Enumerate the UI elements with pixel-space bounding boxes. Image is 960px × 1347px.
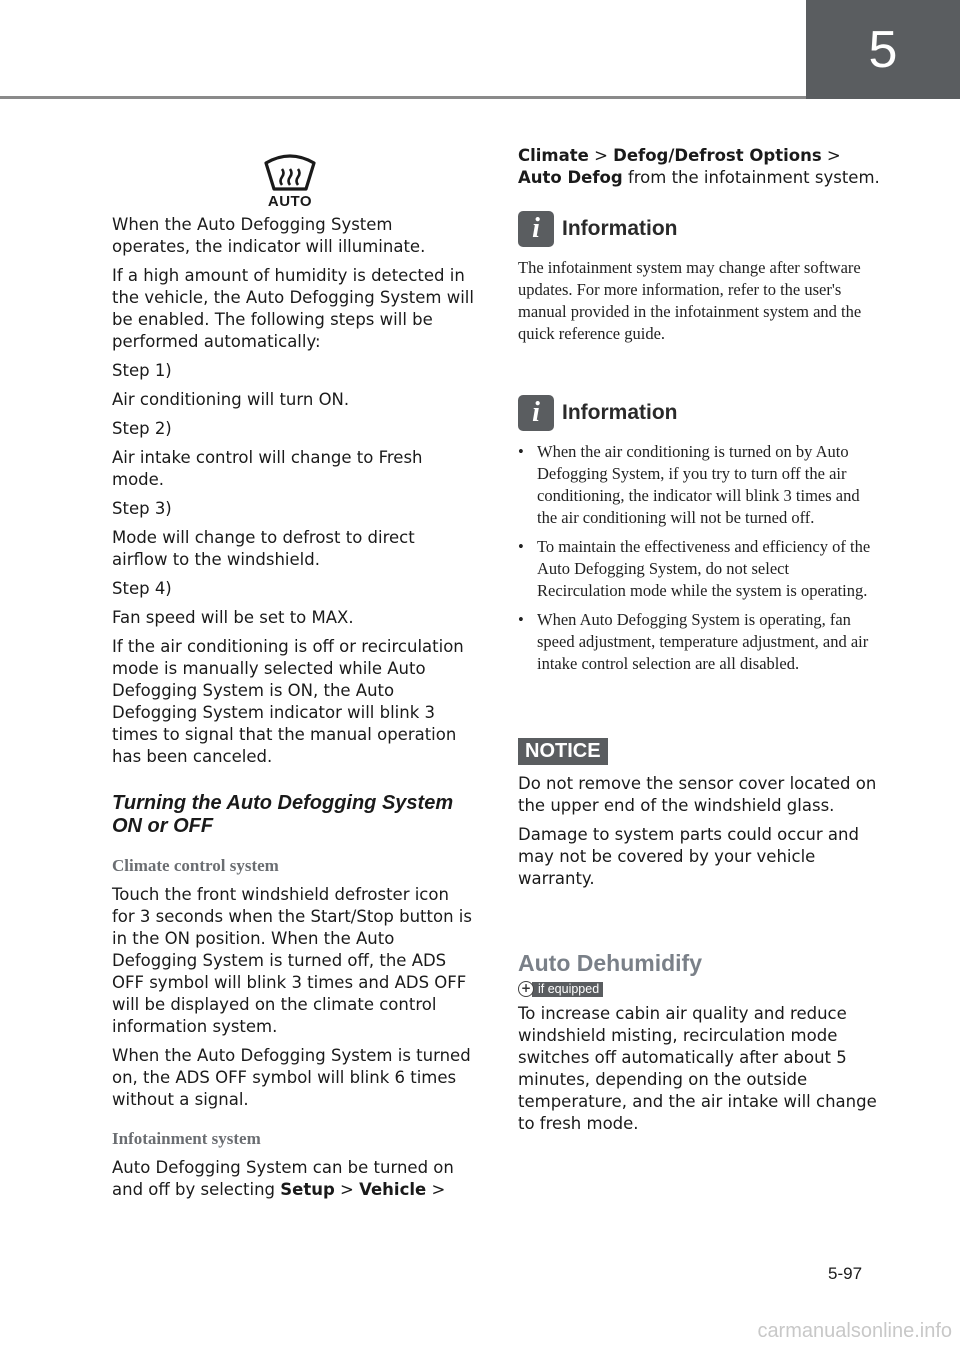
information-box [518, 211, 880, 345]
step-text: Fan speed will be set to MAX. [112, 608, 354, 627]
paragraph: When the Auto Defogging System operates, the indicator will illuminate. [112, 215, 426, 256]
watermark: carmanualsonline.info [757, 1320, 952, 1342]
if-equipped-label: if equipped [532, 982, 603, 997]
information-title: Information [562, 401, 678, 424]
paragraph: Touch the front windshield defroster icon for 3 seconds when the Start/Stop button is in the ON position. When the Auto Defogging System is turned off, the ADS OFF symbol will blink 3 times and ADS OFF will be displayed on the climate control information system. [112, 885, 472, 1036]
auto-dehumidify-heading: Auto Dehumidify [518, 950, 702, 976]
list-item: • When Auto Defogging System is operating, fan speed adjustment, temperature adjustment, and air intake control selection are all disabled. [518, 609, 880, 675]
notice-text: Do not remove the sensor cover located on the upper end of the windshield glass. [518, 774, 877, 815]
notice-text: Damage to system parts could occur and may not be covered by your vehicle warranty. [518, 825, 859, 888]
right-column [518, 145, 880, 1142]
information-header [518, 395, 880, 431]
paragraph: When the Auto Defogging System is turned on, the ADS OFF symbol will blink 6 times without a signal. [112, 1046, 471, 1109]
list-item: • When the air conditioning is turned on by Auto Defogging System, if you try to turn off the air conditioning, the indicator will blink 3 times and the air conditioning will not be turned off. [518, 441, 880, 529]
information-header [518, 211, 880, 247]
information-title: Information [562, 217, 678, 240]
subsection-title: Climate control system [112, 856, 279, 875]
step-label: Step 4) [112, 579, 172, 598]
auto-icon-label: AUTO [267, 193, 313, 210]
if-equipped-tag [518, 981, 880, 997]
page-number: 5-97 [828, 1264, 863, 1283]
step-label: Step 2) [112, 419, 172, 438]
information-text: The infotainment system may change after software updates. For more information, refer to the user's manual provided in the infotainment system and the quick reference guide. [518, 258, 862, 343]
step-label: Step 1) [112, 361, 172, 380]
information-box [518, 395, 880, 675]
subsection-title: Infotainment system [112, 1129, 261, 1148]
step-text: Air intake control will change to Fresh mode. [112, 448, 423, 489]
step-label: Step 3) [112, 499, 172, 518]
paragraph: If a high amount of humidity is detected in the vehicle, the Auto Defogging System will be enabled. The following steps will be performed automatically: [112, 266, 474, 351]
plus-icon: + [518, 981, 534, 997]
chapter-tab: 5 [806, 0, 960, 99]
header-rule [0, 96, 806, 99]
step-text: Air conditioning will turn ON. [112, 390, 350, 409]
step-text: Mode will change to defrost to direct airflow to the windshield. [112, 528, 415, 569]
auto-defog-icon [258, 151, 322, 210]
info-icon: i [518, 395, 554, 431]
information-list [518, 441, 880, 675]
notice-badge: NOTICE [518, 738, 608, 765]
left-column [112, 145, 474, 1208]
windshield-defrost-icon [262, 151, 318, 191]
list-item: • To maintain the effectiveness and efficiency of the Auto Defogging System, do not select Recirculation mode while the system is operating. [518, 536, 880, 602]
paragraph: If the air conditioning is off or recirculation mode is manually selected while Auto Defogging System is ON, the Auto Defogging System indicator will blink 3 times to signal that the manual operation has been canceled. [112, 637, 464, 766]
section-title: Turning the Auto Defogging System ON or OFF [112, 792, 454, 837]
paragraph: Auto Defogging System can be turned on and off by selecting Setup > Vehicle > [112, 1158, 454, 1199]
paragraph: To increase cabin air quality and reduce windshield misting, recirculation mode switches off automatically after about 5 minutes, depending on the outside temperature, and the air intake will change to fresh mode. [518, 1004, 877, 1133]
info-icon: i [518, 211, 554, 247]
paragraph: Climate > Defog/Defrost Options > Auto Defog from the infotainment system. [518, 146, 880, 187]
